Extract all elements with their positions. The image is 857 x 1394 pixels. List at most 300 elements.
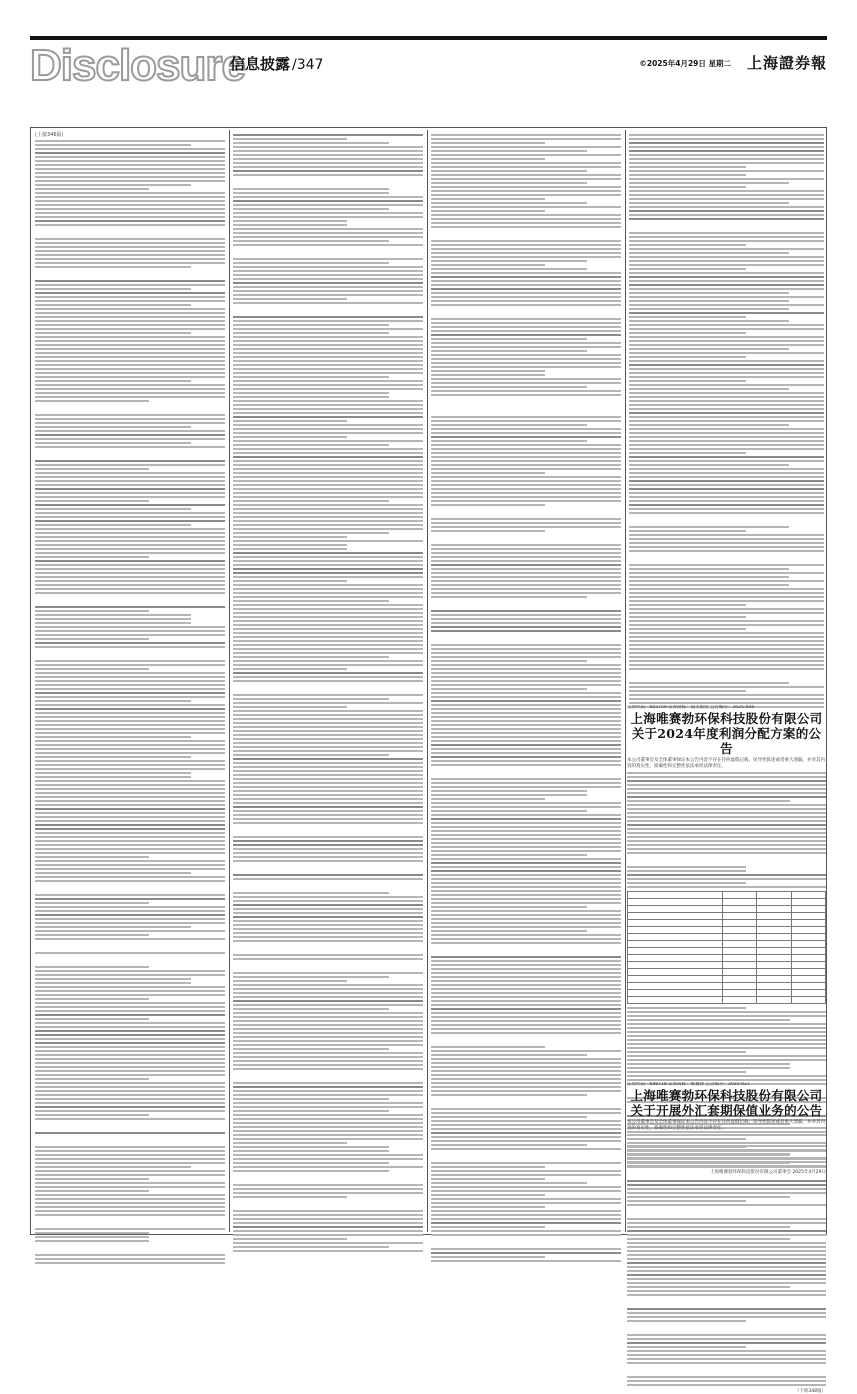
table-cell [757, 976, 791, 983]
paragraph-gap [35, 450, 225, 458]
paragraph-gap [627, 1208, 826, 1216]
text-line [233, 1158, 423, 1160]
text-line [233, 564, 423, 566]
table-cell [791, 934, 825, 941]
text-line [233, 706, 347, 708]
text-line [35, 524, 191, 526]
text-line [629, 198, 824, 200]
text-line [233, 232, 423, 234]
text-line [629, 640, 824, 642]
text-line [629, 248, 824, 250]
table-cell [628, 983, 723, 990]
text-line [35, 540, 225, 542]
text-line [233, 468, 423, 470]
text-line [431, 378, 621, 380]
text-line [431, 910, 621, 912]
paragraph-gap [35, 1122, 225, 1130]
text-line [629, 190, 824, 192]
text-line [233, 958, 423, 960]
text-line [431, 448, 621, 450]
text-line [233, 988, 423, 990]
text-line [233, 624, 423, 626]
text-line [233, 782, 423, 784]
text-line [233, 348, 423, 350]
text-line [233, 936, 423, 938]
table-cell [791, 962, 825, 969]
text-line [629, 134, 824, 136]
paragraph-gap [627, 1324, 826, 1332]
table-row [628, 920, 826, 927]
text-line [629, 368, 824, 370]
text-line [35, 1162, 225, 1164]
table-cell [628, 899, 723, 906]
text-line [627, 1067, 790, 1069]
text-line [431, 1074, 621, 1076]
text-line [233, 644, 423, 646]
text-line [627, 1035, 826, 1037]
text-line [233, 900, 423, 902]
text-line [35, 488, 225, 490]
text-line [233, 770, 423, 772]
text-line [233, 908, 423, 910]
text-line [627, 1146, 746, 1148]
text-line [233, 1142, 347, 1144]
text-line [233, 1056, 423, 1058]
table-cell [757, 920, 791, 927]
text-line [627, 1278, 826, 1280]
text-line [629, 488, 824, 490]
text-line [627, 800, 790, 802]
text-line [35, 430, 225, 432]
text-line [35, 1110, 225, 1112]
text-line [35, 1158, 225, 1160]
table-row [628, 969, 826, 976]
paragraph-gap [629, 222, 824, 230]
text-line [629, 388, 789, 390]
table-row [628, 927, 826, 934]
text-line [431, 1050, 621, 1052]
text-line [629, 312, 824, 314]
text-line [35, 508, 191, 510]
text-line [431, 366, 621, 368]
text-line [35, 336, 225, 338]
text-line [629, 324, 824, 326]
text-line [629, 612, 824, 614]
table-row [628, 906, 826, 913]
text-line [35, 796, 225, 798]
text-line [629, 682, 789, 684]
text-line [233, 536, 347, 538]
paragraph-gap [431, 1036, 621, 1044]
text-line [35, 676, 225, 678]
text-line [233, 1246, 389, 1248]
text-line [629, 652, 824, 654]
text-line [431, 264, 545, 266]
text-line [35, 1058, 225, 1060]
text-line [627, 1142, 826, 1144]
paragraph-gap [431, 534, 621, 542]
table-cell [723, 976, 757, 983]
text-line [431, 346, 621, 348]
text-line [627, 1184, 826, 1186]
text-line [629, 252, 789, 254]
text-line [431, 942, 621, 944]
text-line [629, 360, 824, 362]
text-line [233, 412, 423, 414]
text-line [431, 568, 621, 570]
text-line [233, 1090, 423, 1092]
text-line [233, 660, 423, 662]
text-line [35, 180, 225, 182]
text-line [627, 1019, 790, 1021]
text-column-2 [233, 132, 423, 1230]
text-line [431, 198, 545, 200]
paragraph-gap [233, 944, 423, 952]
text-line [629, 564, 824, 566]
text-line [431, 150, 587, 152]
text-line [35, 1002, 225, 1004]
text-line [233, 628, 423, 630]
text-line [35, 660, 225, 662]
text-line [431, 1082, 621, 1084]
text-line [233, 976, 389, 978]
text-line [233, 388, 423, 390]
text-line [233, 196, 423, 198]
text-line [35, 700, 191, 702]
text-line [233, 584, 423, 586]
text-line [35, 784, 225, 786]
text-line [627, 776, 826, 778]
text-line [627, 1204, 826, 1206]
table-cell [628, 976, 723, 983]
text-line [35, 1182, 225, 1184]
text-line [35, 372, 225, 374]
text-line [35, 906, 225, 908]
text-line [35, 576, 225, 578]
text-line [35, 930, 225, 932]
table-cell [791, 920, 825, 927]
text-line [233, 722, 423, 724]
text-line [431, 452, 621, 454]
text-line [233, 972, 423, 974]
text-line [431, 1226, 545, 1228]
text-line [431, 980, 621, 982]
text-line [431, 964, 621, 966]
text-line [35, 472, 225, 474]
text-line [627, 808, 826, 810]
text-line [431, 1046, 545, 1048]
text-line [233, 138, 347, 140]
text-line [35, 772, 191, 774]
text-line [431, 596, 587, 598]
text-line [35, 1106, 225, 1108]
text-line [233, 672, 423, 674]
text-line [35, 516, 225, 518]
text-line [35, 564, 225, 566]
text-line [35, 1114, 149, 1116]
text-line [629, 620, 824, 622]
text-line [35, 328, 225, 330]
text-line [35, 816, 225, 818]
table-cell [723, 906, 757, 913]
text-line [627, 832, 826, 834]
paragraph-gap [627, 1366, 826, 1374]
text-line [431, 728, 621, 730]
text-line [233, 544, 347, 546]
text-line [233, 344, 423, 346]
text-line [233, 416, 423, 418]
text-line [233, 680, 423, 682]
announcement-meta: 证券代码：688718 证券简称：唯赛勃 公告编号：2025-027 [627, 1082, 750, 1087]
text-line [233, 1196, 347, 1198]
text-line [431, 154, 621, 156]
text-line [35, 828, 225, 830]
column-divider [427, 130, 428, 1232]
text-line [35, 664, 225, 666]
table-row [628, 899, 826, 906]
text-line [431, 1230, 621, 1232]
text-line [627, 1180, 826, 1182]
table-cell [723, 990, 757, 997]
section-name: 信息披露 [230, 55, 291, 73]
text-line [431, 1260, 621, 1262]
text-line [35, 364, 225, 366]
text-line [431, 460, 621, 462]
text-line [629, 448, 824, 450]
text-line [431, 1078, 621, 1080]
text-line [629, 632, 824, 634]
text-line [35, 296, 225, 298]
text-line [627, 1270, 826, 1272]
text-line [35, 580, 225, 582]
text-line [35, 788, 225, 790]
text-line [35, 864, 225, 866]
text-line [233, 698, 389, 700]
paragraph-gap [35, 270, 225, 278]
text-line [431, 218, 621, 220]
text-line [629, 344, 824, 346]
text-line [35, 288, 191, 290]
text-line [233, 504, 423, 506]
text-line [233, 588, 423, 590]
text-line [233, 1048, 389, 1050]
text-line [35, 1046, 225, 1048]
text-line [35, 484, 225, 486]
text-line [233, 560, 423, 562]
text-line [233, 878, 423, 880]
text-line [431, 214, 621, 216]
text-line [233, 798, 423, 800]
text-line [233, 142, 389, 144]
paragraph-gap [35, 404, 225, 412]
text-line [233, 754, 389, 756]
text-line [233, 636, 423, 638]
text-line [431, 170, 587, 172]
text-line [233, 372, 423, 374]
text-line [233, 286, 423, 288]
text-line [627, 1158, 826, 1160]
paragraph-gap [233, 864, 423, 872]
text-line [431, 1054, 587, 1056]
announcement-notice: 本公司董事会及全体董事保证本公告内容不存在任何虚假记载、误导性陈述或者重大遗漏，并对其内容的真实性、准确性和完整性依法承担法律责任。 [627, 758, 825, 769]
table-cell [723, 913, 757, 920]
text-line [35, 1146, 225, 1148]
text-line [431, 732, 621, 734]
text-line [627, 1266, 826, 1268]
text-line [431, 472, 545, 474]
text-line [233, 524, 423, 526]
text-line [233, 694, 423, 696]
text-block [431, 134, 621, 1262]
text-line [431, 1190, 621, 1192]
section-title [230, 53, 323, 74]
text-line [35, 284, 225, 286]
text-line [431, 496, 621, 498]
text-line [629, 432, 824, 434]
text-line [233, 400, 423, 402]
text-line [35, 356, 225, 358]
text-line [629, 648, 824, 650]
text-line [431, 1086, 621, 1088]
text-line [627, 1286, 790, 1288]
text-line [431, 1032, 621, 1034]
text-line [35, 208, 225, 210]
text-line [35, 1098, 225, 1100]
table-row [628, 913, 826, 920]
text-line [431, 1112, 621, 1114]
paragraph-gap [627, 1298, 826, 1306]
announcement-company: 上海唯赛勃环保科技股份有限公司 [630, 711, 823, 726]
text-line [629, 546, 824, 548]
text-line [233, 742, 423, 744]
text-line [233, 1130, 423, 1132]
text-line [233, 1040, 423, 1042]
text-line [431, 692, 621, 694]
text-line [629, 496, 824, 498]
text-line [629, 484, 824, 486]
text-line [431, 548, 621, 550]
text-line [35, 512, 225, 514]
text-line [35, 868, 225, 870]
text-line [431, 956, 621, 958]
paragraph-gap [431, 768, 621, 776]
text-line [233, 166, 423, 168]
text-line [431, 700, 621, 702]
text-line [233, 220, 347, 222]
text-line [35, 1194, 225, 1196]
text-line [431, 428, 621, 430]
text-line [35, 548, 225, 550]
text-line [431, 704, 621, 706]
text-line [35, 634, 225, 636]
text-line [35, 1154, 225, 1156]
text-line [35, 140, 225, 142]
text-line [629, 604, 746, 606]
text-line [627, 870, 746, 872]
text-line [431, 526, 621, 528]
text-line [431, 194, 621, 196]
paragraph-gap [431, 308, 621, 316]
text-line [233, 954, 423, 956]
text-line [35, 926, 191, 928]
text-line [35, 262, 225, 264]
text-block [629, 134, 824, 708]
table-cell [757, 962, 791, 969]
paragraph-gap [233, 826, 423, 834]
text-line [35, 832, 225, 834]
text-line [35, 552, 225, 554]
text-line [35, 242, 225, 244]
text-line [233, 500, 389, 502]
text-line [627, 1250, 826, 1252]
text-line [233, 340, 423, 342]
text-line [431, 182, 587, 184]
text-line [431, 1128, 621, 1130]
text-line [431, 1136, 621, 1138]
text-line [233, 1106, 423, 1108]
text-line [233, 436, 347, 438]
text-line [35, 344, 225, 346]
text-line [233, 1068, 423, 1070]
text-line [35, 836, 225, 838]
text-line [627, 1334, 826, 1336]
text-line [431, 748, 621, 750]
text-line [629, 186, 746, 188]
text-line [35, 1010, 225, 1012]
text-line [233, 528, 423, 530]
text-line [35, 852, 225, 854]
paragraph-gap [35, 1136, 225, 1144]
paragraph-gap [233, 1174, 423, 1182]
text-line [35, 332, 191, 334]
table-cell [723, 962, 757, 969]
text-line [629, 256, 824, 258]
text-line [233, 1020, 423, 1022]
paragraph-gap [35, 942, 225, 950]
text-line [629, 260, 824, 262]
text-line [629, 236, 824, 238]
paragraph-gap [35, 596, 225, 604]
text-line [431, 464, 621, 466]
text-line [629, 276, 824, 278]
text-line [35, 316, 225, 318]
text-line [431, 752, 621, 754]
text-line [431, 484, 621, 486]
text-line [431, 1222, 621, 1224]
announcement-body [627, 1134, 826, 1386]
text-line [629, 202, 789, 204]
text-line [35, 164, 225, 166]
text-line [233, 192, 389, 194]
text-line [431, 370, 545, 372]
text-line [233, 896, 423, 898]
text-line [629, 608, 824, 610]
text-line [431, 724, 621, 726]
text-line [233, 806, 423, 808]
table-cell [791, 906, 825, 913]
text-line [35, 204, 225, 206]
text-line [233, 848, 423, 850]
text-line [431, 552, 621, 554]
paragraph-gap [431, 406, 621, 414]
text-line [233, 1250, 423, 1252]
text-line [233, 616, 423, 618]
text-line [627, 1290, 826, 1292]
text-line [431, 882, 621, 884]
text-line [629, 592, 824, 594]
text-line [233, 134, 423, 136]
text-line [35, 1190, 149, 1192]
